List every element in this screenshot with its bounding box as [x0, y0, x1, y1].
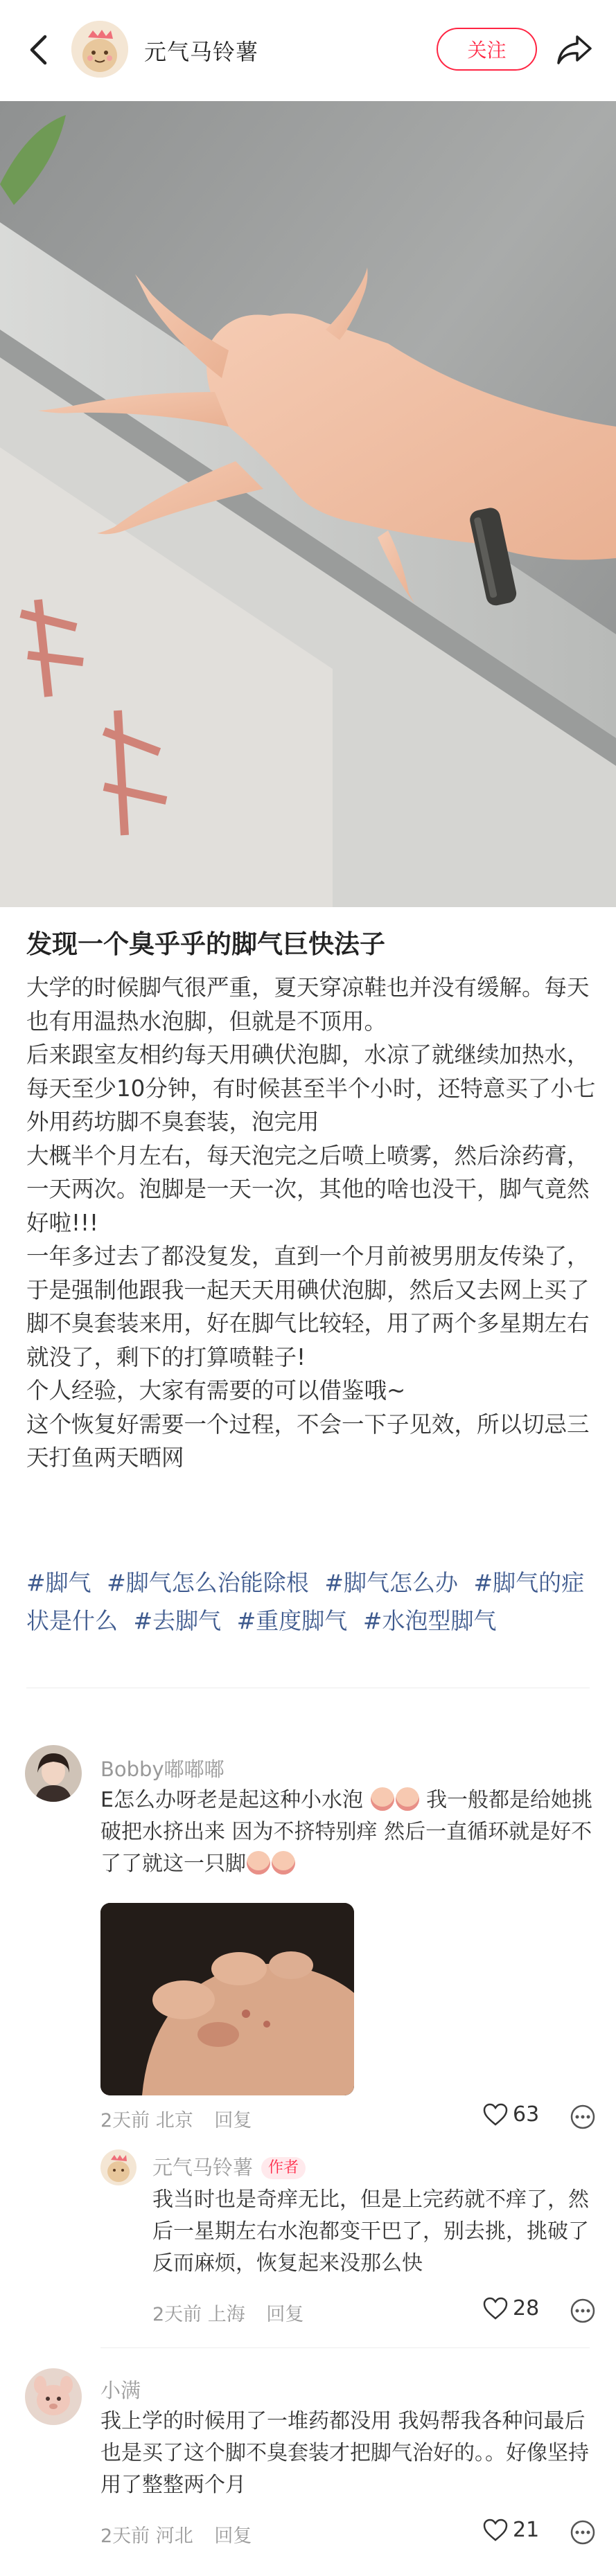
commenter-name[interactable]: 小满	[100, 2379, 141, 2402]
comment-meta	[100, 2105, 252, 2132]
post-paragraph: 大概半个月左右，每天泡完之后喷上喷雾，然后涂药膏，一天两次。泡脚是一天一次，其他的啥也没干，脚气竟然好啦!!!	[26, 1142, 590, 1236]
author-name[interactable]: 元气马铃薯	[144, 39, 259, 65]
author-avatar[interactable]	[71, 21, 128, 78]
post-paragraph: 大学的时候脚气很严重，夏天穿凉鞋也并没有缓解。每天也有用温热水泡脚，但就是不顶用。	[26, 974, 590, 1035]
reply-button[interactable]: 回复	[214, 2110, 252, 2131]
like-button[interactable]	[482, 2296, 539, 2320]
crying-emoji-icon	[247, 1851, 270, 1875]
comment-time: 2天前	[100, 2525, 150, 2547]
comment-text-part: E怎么办呀老是起这种小水泡	[100, 1788, 363, 1812]
hashtag-link[interactable]: #去脚气	[133, 1607, 222, 1634]
more-options-icon[interactable]	[570, 2104, 596, 2130]
comment-text-part: 我一般都是给她挑破把水挤出来 因为不挤特别痒 然后一直循环就是好不了了就这一只脚	[100, 1788, 593, 1876]
comment-location: 北京	[155, 2110, 193, 2131]
top-bar	[0, 0, 616, 101]
comment-meta	[100, 2521, 252, 2548]
share-icon[interactable]	[553, 29, 596, 71]
like-count: 28	[513, 2296, 540, 2320]
comment-photo[interactable]	[100, 1903, 354, 2095]
post-title: 发现一个臭乎乎的脚气巨快法子	[26, 929, 385, 959]
like-count: 21	[513, 2518, 540, 2542]
author-badge: 作者	[261, 2157, 306, 2179]
post-paragraph: 个人经验，大家有需要的可以借鉴哦~	[26, 1377, 406, 1404]
more-options-icon[interactable]	[570, 2298, 596, 2324]
commenter-avatar[interactable]	[100, 2149, 137, 2185]
reply-button[interactable]: 回复	[266, 2304, 304, 2325]
post-photo[interactable]	[0, 101, 616, 907]
commenter-avatar[interactable]	[25, 2368, 82, 2425]
heart-icon	[482, 2103, 509, 2127]
crying-emoji-icon	[272, 1851, 295, 1875]
hashtag-link[interactable]: #脚气怎么办	[324, 1569, 458, 1596]
hashtag-link[interactable]: #脚气	[26, 1569, 91, 1596]
like-button[interactable]	[482, 2102, 539, 2127]
post-paragraph: 这个恢复好需要一个过程，不会一下子见效，所以切忌三天打鱼两天晒网	[26, 1411, 590, 1471]
comment-text: 我当时也是奇痒无比，但是上完药就不痒了，然后一星期左右水泡都变干巴了，别去挑，挑破了反而麻烦，恢复起来没那么快	[152, 2188, 589, 2275]
hashtag-link[interactable]: #水泡型脚气	[362, 1607, 497, 1634]
comment-time: 2天前	[100, 2110, 150, 2131]
hashtag-link[interactable]: #重度脚气	[236, 1607, 348, 1634]
commenter-avatar[interactable]	[25, 1745, 82, 1802]
follow-button[interactable]: 关注	[437, 28, 537, 71]
more-options-icon[interactable]	[570, 2519, 596, 2546]
commenter-name[interactable]: 元气马铃薯	[152, 2156, 254, 2179]
divider	[100, 2347, 590, 2348]
post-paragraph: 一年多过去了都没复发，直到一个月前被男朋友传染了，于是强制他跟我一起天天用碘伏泡脚，然后又去网上买了脚不臭套装来用，好在脚气比较轻，用了两个多星期左右就没了，剩下的打算喷鞋子!	[26, 1243, 590, 1370]
crying-emoji-icon	[396, 1787, 419, 1811]
commenter-name[interactable]: Bobby嘟嘟嘟	[100, 1757, 225, 1781]
hashtag-link[interactable]: #脚气的症状是什么	[26, 1569, 585, 1634]
reply-button[interactable]: 回复	[214, 2525, 252, 2547]
heart-icon	[482, 2297, 509, 2320]
crying-emoji-icon	[371, 1787, 394, 1811]
reply-author-line	[152, 2152, 306, 2181]
back-icon[interactable]	[21, 28, 55, 72]
comment-location: 河北	[155, 2525, 193, 2547]
comment-text	[100, 1785, 599, 1880]
post-body	[26, 971, 596, 1475]
comment-meta	[152, 2299, 303, 2326]
like-count: 63	[513, 2102, 540, 2127]
post-paragraph: 后来跟室友相约每天用碘伏泡脚，水凉了就继续加热水，每天至少10分钟，有时候甚至半个小时，还特意买了小七外用药坊脚不臭套装，泡完用	[26, 1041, 596, 1135]
hashtag-link[interactable]: #脚气怎么治能除根	[107, 1569, 309, 1596]
like-button[interactable]	[482, 2518, 539, 2542]
comment-location: 上海	[207, 2304, 245, 2325]
comment-time: 2天前	[152, 2304, 202, 2325]
comment-text: 我上学的时候用了一堆药都没用 我妈帮我各种问最后也是买了这个脚不臭套装才把脚气治好的。。好像坚持用了整整两个月	[100, 2409, 589, 2497]
tag-list	[26, 1564, 595, 1640]
heart-icon	[482, 2519, 509, 2542]
